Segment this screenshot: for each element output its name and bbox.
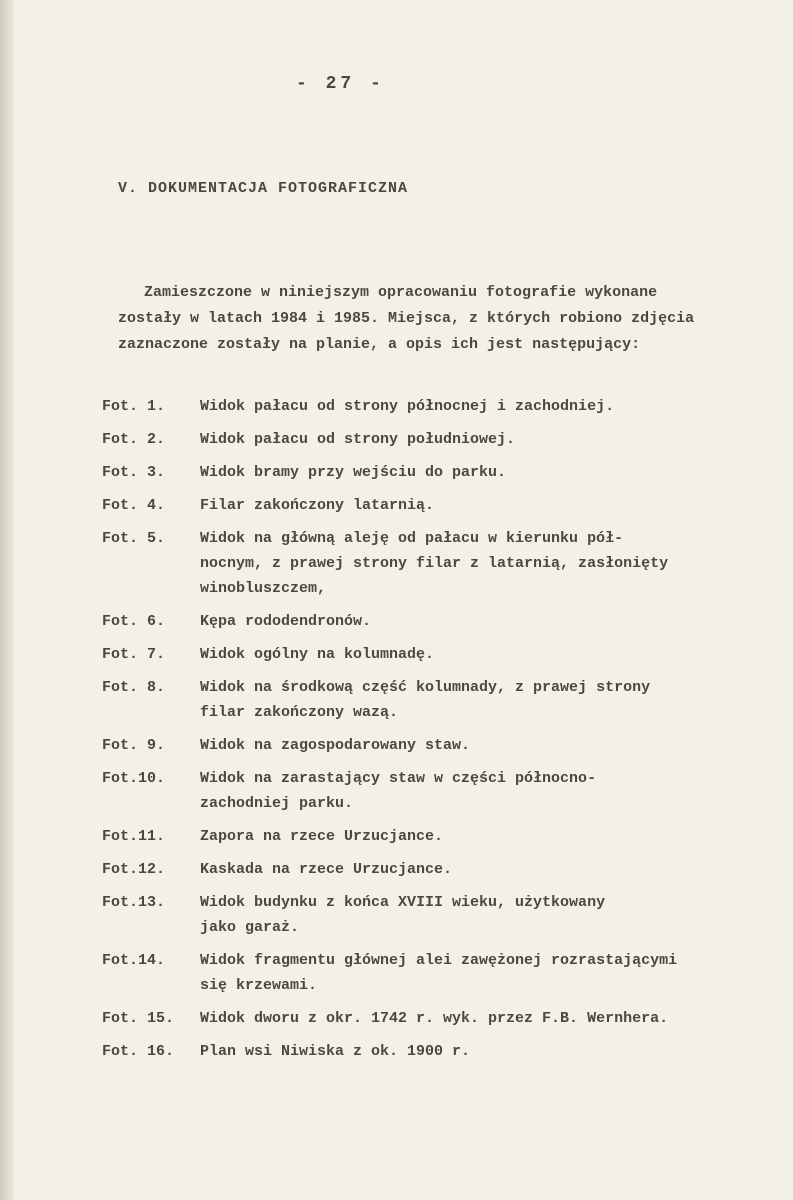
photo-list-item: [102, 427, 782, 452]
photo-list: [102, 394, 782, 1072]
photo-description-line: nocnym, z prawej strony filar z latarnią, zasłonięty: [200, 555, 669, 572]
photo-list-item: [102, 493, 782, 518]
photo-label: Fot. 15.: [102, 1010, 175, 1027]
photo-description: [200, 526, 782, 601]
photo-description-line: Widok pałacu od strony południowej.: [200, 431, 516, 448]
intro-line: Zamieszczone w niniejszym opracowaniu fotografie wykonane: [144, 284, 658, 301]
page-binding-edge: [0, 0, 14, 1200]
photo-description-line: Plan wsi Niwiska z ok. 1900 r.: [200, 1043, 471, 1060]
photo-label: Fot. 3.: [102, 464, 166, 481]
photo-description: [200, 460, 782, 485]
intro-line: zaznaczone zostały na planie, a opis ich jest następujący:: [118, 336, 641, 353]
photo-description: [200, 642, 782, 667]
photo-list-item: [102, 609, 782, 634]
photo-list-item: [102, 1039, 782, 1064]
photo-list-item: [102, 675, 782, 725]
photo-list-item: [102, 394, 782, 419]
photo-description-line: Widok budynku z końca XVIII wieku, użytkowany: [200, 894, 606, 911]
photo-label: Fot. 16.: [102, 1043, 175, 1060]
photo-list-item: [102, 948, 782, 998]
photo-description-line: Widok na zagospodarowany staw.: [200, 737, 471, 754]
photo-label: Fot. 4.: [102, 497, 166, 514]
photo-description: [200, 857, 782, 882]
photo-label: Fot. 2.: [102, 431, 166, 448]
photo-list-item: [102, 824, 782, 849]
photo-description-line: winobluszczem,: [200, 580, 327, 597]
photo-list-item: [102, 857, 782, 882]
photo-description: [200, 733, 782, 758]
photo-description-line: Widok pałacu od strony północnej i zachodniej.: [200, 398, 615, 415]
photo-label: Fot.12.: [102, 861, 166, 878]
photo-list-item: [102, 460, 782, 485]
photo-description-line: filar zakończony wazą.: [200, 704, 399, 721]
photo-description-line: Widok dworu z okr. 1742 r. wyk. przez F.B. Wernhera.: [200, 1010, 669, 1027]
photo-description-line: Widok na główną aleję od pałacu w kierunku pół-: [200, 530, 624, 547]
photo-description-line: Kaskada na rzece Urzucjance.: [200, 861, 453, 878]
photo-description-line: Filar zakończony latarnią.: [200, 497, 435, 514]
photo-description: [200, 493, 782, 518]
photo-label: Fot.11.: [102, 828, 166, 845]
photo-list-item: [102, 766, 782, 816]
page-number: - 27 -: [296, 74, 385, 94]
photo-label: Fot. 6.: [102, 613, 166, 630]
photo-description-line: Widok na środkową część kolumnady, z prawej strony: [200, 679, 651, 696]
photo-label: Fot.14.: [102, 952, 166, 969]
photo-description: [200, 824, 782, 849]
photo-list-item: [102, 526, 782, 601]
photo-label: Fot. 8.: [102, 679, 166, 696]
photo-label: Fot.10.: [102, 770, 166, 787]
photo-description: [200, 1006, 782, 1031]
intro-line: zostały w latach 1984 i 1985. Miejsca, z których robiono zdjęcia: [118, 310, 695, 327]
photo-list-item: [102, 733, 782, 758]
photo-description-line: Widok bramy przy wejściu do parku.: [200, 464, 507, 481]
photo-description-line: Widok ogólny na kolumnadę.: [200, 646, 435, 663]
photo-description-line: zachodniej parku.: [200, 795, 354, 812]
photo-description-line: Zapora na rzece Urzucjance.: [200, 828, 444, 845]
intro-paragraph: [118, 280, 788, 358]
photo-description-line: jako garaż.: [200, 919, 300, 936]
photo-label: Fot. 7.: [102, 646, 166, 663]
photo-description: [200, 1039, 782, 1064]
photo-description: [200, 394, 782, 419]
photo-label: Fot.13.: [102, 894, 166, 911]
section-heading: V. DOKUMENTACJA FOTOGRAFICZNA: [118, 180, 409, 197]
photo-description-line: Widok fragmentu głównej alei zawężonej rozrastającymi: [200, 952, 678, 969]
photo-description: [200, 427, 782, 452]
photo-description-line: Kępa rododendronów.: [200, 613, 372, 630]
photo-description: [200, 948, 782, 998]
photo-description: [200, 766, 782, 816]
photo-list-item: [102, 642, 782, 667]
photo-description: [200, 609, 782, 634]
photo-description-line: się krzewami.: [200, 977, 318, 994]
photo-label: Fot. 5.: [102, 530, 166, 547]
photo-label: Fot. 9.: [102, 737, 166, 754]
photo-list-item: [102, 1006, 782, 1031]
photo-description-line: Widok na zarastający staw w części północno-: [200, 770, 597, 787]
photo-description: [200, 890, 782, 940]
photo-description: [200, 675, 782, 725]
photo-label: Fot. 1.: [102, 398, 166, 415]
photo-list-item: [102, 890, 782, 940]
